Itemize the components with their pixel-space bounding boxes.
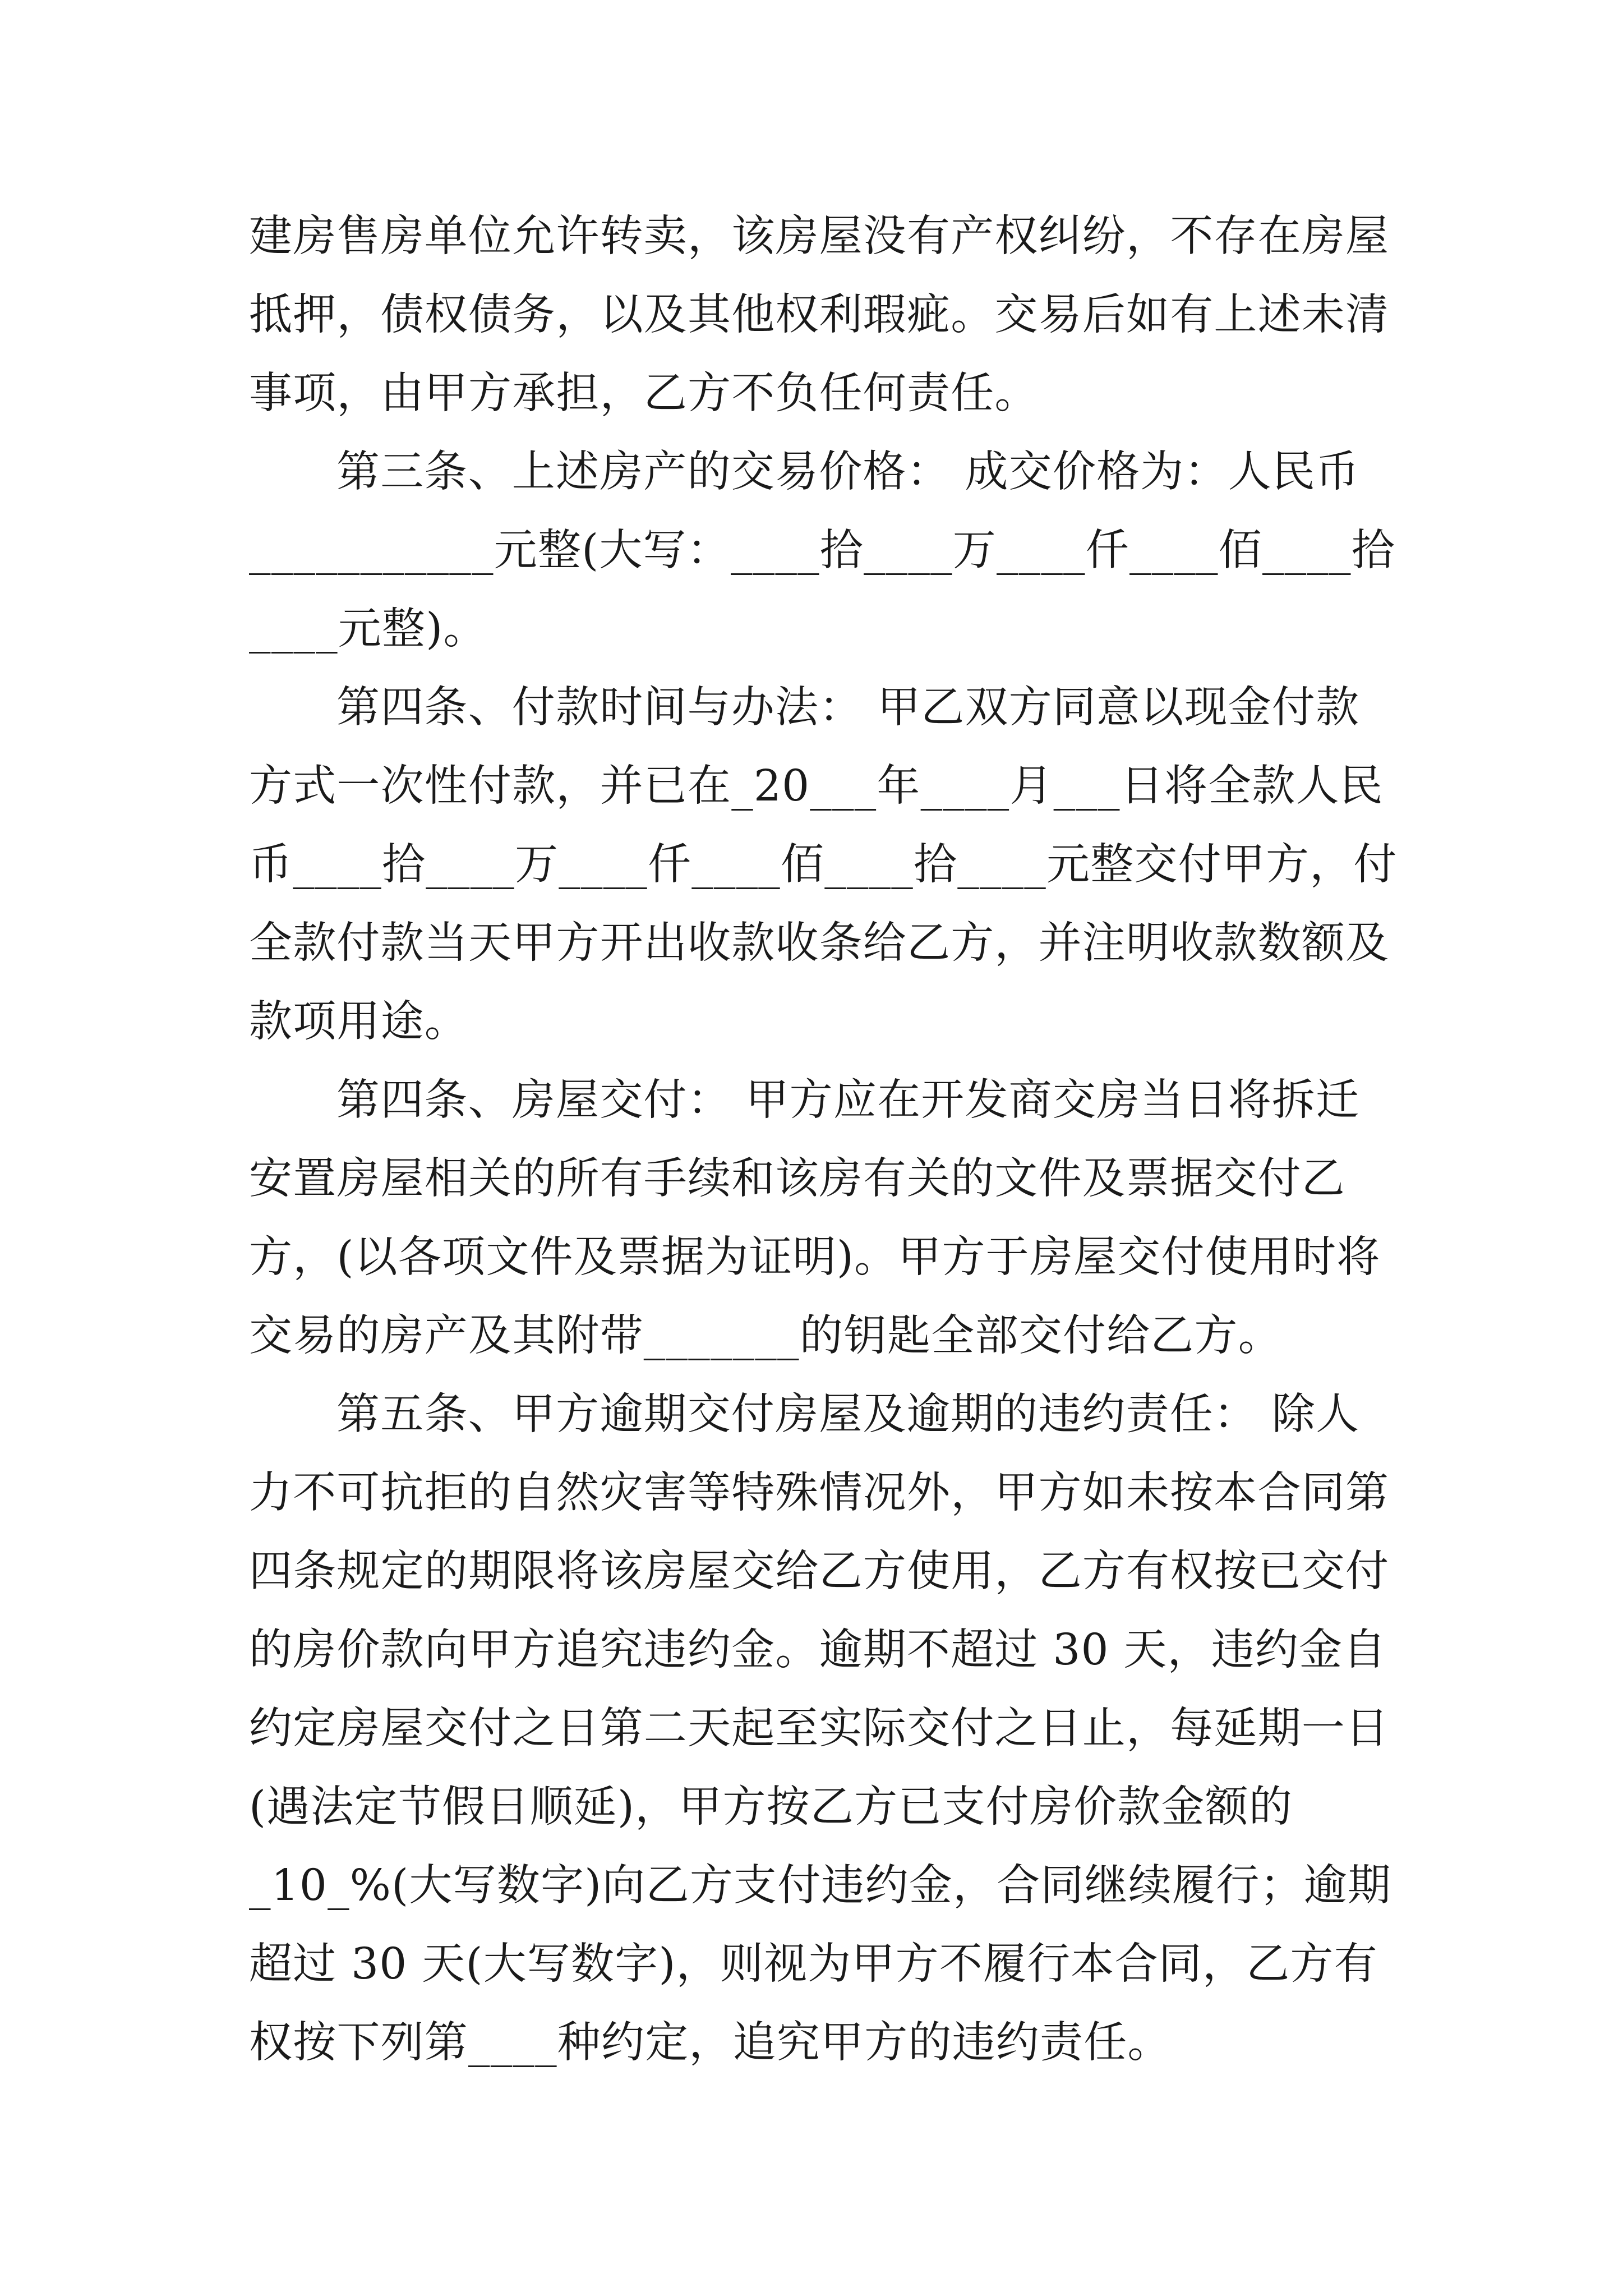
text-line: 交易的房产及其附带_______的钥匙全部交付给乙方。 bbox=[249, 1311, 1282, 1361]
text-line: _10_%(大写数字)向乙方支付违约金，合同继续履行；逾期 bbox=[249, 1861, 1392, 1911]
text-line: 权按下列第____种约定，追究甲方的违约责任。 bbox=[249, 2018, 1172, 2068]
text-line: 约定房屋交付之日第二天起至实际交付之日止，每延期一日 bbox=[249, 1704, 1390, 1754]
text-line: 抵押，债权债务，以及其他权利瑕疵。交易后如有上述未清 bbox=[249, 290, 1390, 340]
text-line: 力不可抗拒的自然灾害等特殊情况外，甲方如未按本合同第 bbox=[249, 1468, 1390, 1518]
text-line: 款项用途。 bbox=[249, 997, 468, 1047]
text-line: 全款付款当天甲方开出收款收条给乙方，并注明收款数额及 bbox=[249, 918, 1390, 968]
text-line: ____元整)。 bbox=[249, 604, 487, 654]
text-line: (遇法定节假日顺延)，甲方按乙方已支付房价款金额的 bbox=[249, 1782, 1293, 1832]
text-line: 第三条、上述房产的交易价格： 成交价格为：人民币 bbox=[336, 447, 1360, 497]
text-line: 方，(以各项文件及票据为证明)。甲方于房屋交付使用时将 bbox=[249, 1232, 1381, 1282]
text-line: 超过 30 天(大写数字)，则视为甲方不履行本合同，乙方有 bbox=[249, 1939, 1378, 1989]
text-line: 事项，由甲方承担，乙方不负任何责任。 bbox=[249, 369, 1039, 418]
text-line: 第五条、甲方逾期交付房屋及逾期的违约责任： 除人 bbox=[336, 1389, 1360, 1439]
text-line: 方式一次性付款，并已在_20___年____月___日将全款人民 bbox=[249, 761, 1384, 811]
text-line: 建房售房单位允许转卖，该房屋没有产权纠纷，不存在房屋 bbox=[249, 211, 1390, 261]
text-line: 第四条、付款时间与办法： 甲乙双方同意以现金付款 bbox=[336, 683, 1360, 733]
text-line: ___________元整(大写：____拾____万____仟____佰____拾 bbox=[249, 526, 1395, 576]
text-line: 币____拾____万____仟____佰____拾____元整交付甲方，付 bbox=[249, 840, 1398, 890]
text-line: 第四条、房屋交付： 甲方应在开发商交房当日将拆迁 bbox=[336, 1075, 1360, 1125]
text-line: 四条规定的期限将该房屋交给乙方使用，乙方有权按已交付 bbox=[249, 1547, 1390, 1596]
text-line: 安置房屋相关的所有手续和该房有关的文件及票据交付乙 bbox=[249, 1154, 1345, 1204]
text-line: 的房价款向甲方追究违约金。逾期不超过 30 天，违约金自 bbox=[249, 1625, 1387, 1675]
